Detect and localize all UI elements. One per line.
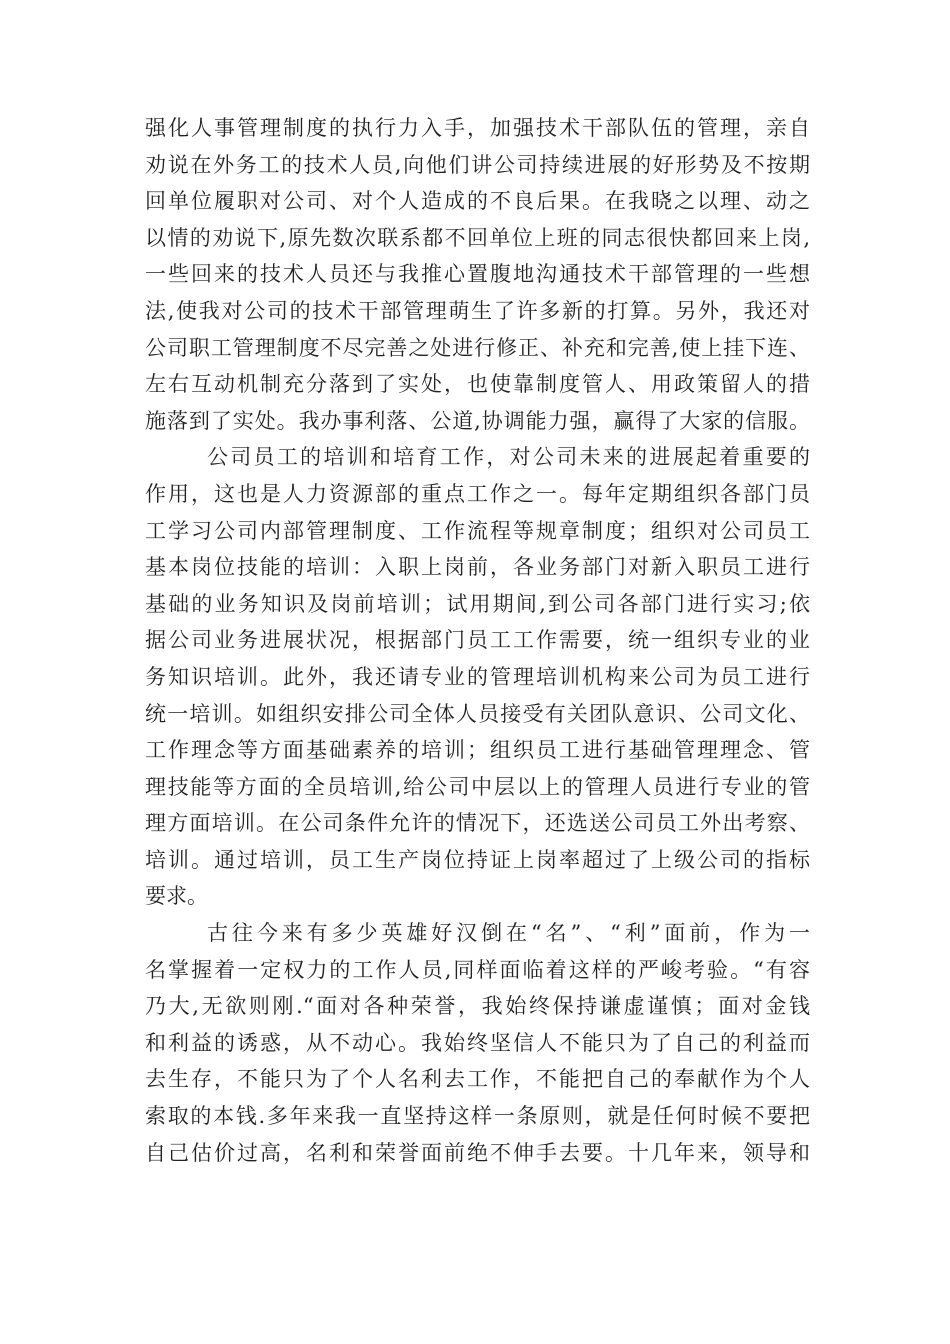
text-line: 务知识培训。此外，我还请专业的管理培训机构来公司为员工进行: [145, 664, 810, 689]
text-line: 培训。通过培训，员工生产岗位持证上岗率超过了上级公司的指标: [145, 847, 810, 872]
text-line: 法,使我对公司的技术干部管理萌生了许多新的打算。另外，我还对: [145, 298, 810, 323]
text-line: 基础的业务知识及岗前培训；试用期间,到公司各部门进行实习;依: [145, 591, 810, 616]
text-line: 统一培训。如组织安排公司全体人员接受有关团队意识、公司文化、: [145, 701, 810, 726]
paragraph-1: [145, 110, 810, 439]
text-line: 以情的劝说下,原先数次联系都不回单位上班的同志很快都回来上岗,: [145, 225, 810, 250]
document-body: [145, 110, 810, 1171]
text-line: 作用，这也是人力资源部的重点工作之一。每年定期组织各部门员: [145, 481, 810, 506]
text-line: 自己估价过高，名利和荣誉面前绝不伸手去要。十几年来，领导和: [145, 1140, 810, 1165]
text-line: 工作理念等方面基础素养的培训；组织员工进行基础管理理念、管: [145, 738, 810, 763]
text-line: 公司职工管理制度不尽完善之处进行修正、补充和完善,使上挂下连、: [145, 335, 810, 360]
text-line: 劝说在外务工的技术人员,向他们讲公司持续进展的好形势及不按期: [145, 152, 810, 177]
text-line: 一些回来的技术人员还与我推心置腹地沟通技术干部管理的一些想: [145, 262, 810, 287]
text-line: 名掌握着一定权力的工作人员,同样面临着这样的严峻考验。“有容: [145, 957, 810, 982]
text-line: 乃大,无欲则刚.“面对各种荣誉，我始终保持谦虚谨慎；面对金钱: [145, 994, 810, 1019]
text-line: 和利益的诱惑，从不动心。我始终坚信人不能只为了自己的利益而: [145, 1030, 810, 1055]
text-line: 去生存，不能只为了个人名利去工作，不能把自己的奉献作为个人: [145, 1067, 810, 1092]
text-line: 公司员工的培训和培育工作，对公司未来的进展起着重要的: [207, 445, 810, 470]
text-line: 要求。: [145, 884, 208, 909]
text-line: 工学习公司内部管理制度、工作流程等规章制度；组织对公司员工: [145, 518, 810, 543]
text-line: 古往今来有多少英雄好汉倒在“名”、“利”面前，作为一: [207, 921, 810, 946]
paragraph-3: [145, 915, 810, 1171]
text-line: 理技能等方面的全员培训,给公司中层以上的管理人员进行专业的管: [145, 774, 810, 799]
text-line: 基本岗位技能的培训：入职上岗前，各业务部门对新入职员工进行: [145, 555, 810, 580]
paragraph-2: [145, 439, 810, 915]
text-line: 强化人事管理制度的执行力入手，加强技术干部队伍的管理，亲自: [145, 116, 810, 140]
text-line: 索取的本钱.多年来我一直坚持这样一条原则，就是任何时候不要把: [145, 1104, 810, 1129]
text-line: 施落到了实处。我办事利落、公道,协调能力强，赢得了大家的信服。: [145, 408, 810, 433]
text-line: 理方面培训。在公司条件允许的情况下，还选送公司员工外出考察、: [145, 811, 810, 836]
text-line: 左右互动机制充分落到了实处，也使靠制度管人、用政策留人的措: [145, 372, 810, 397]
text-line: 回单位履职对公司、对个人造成的不良后果。在我晓之以理、动之: [145, 189, 810, 214]
text-line: 据公司业务进展状况，根据部门员工工作需要，统一组织专业的业: [145, 628, 810, 653]
